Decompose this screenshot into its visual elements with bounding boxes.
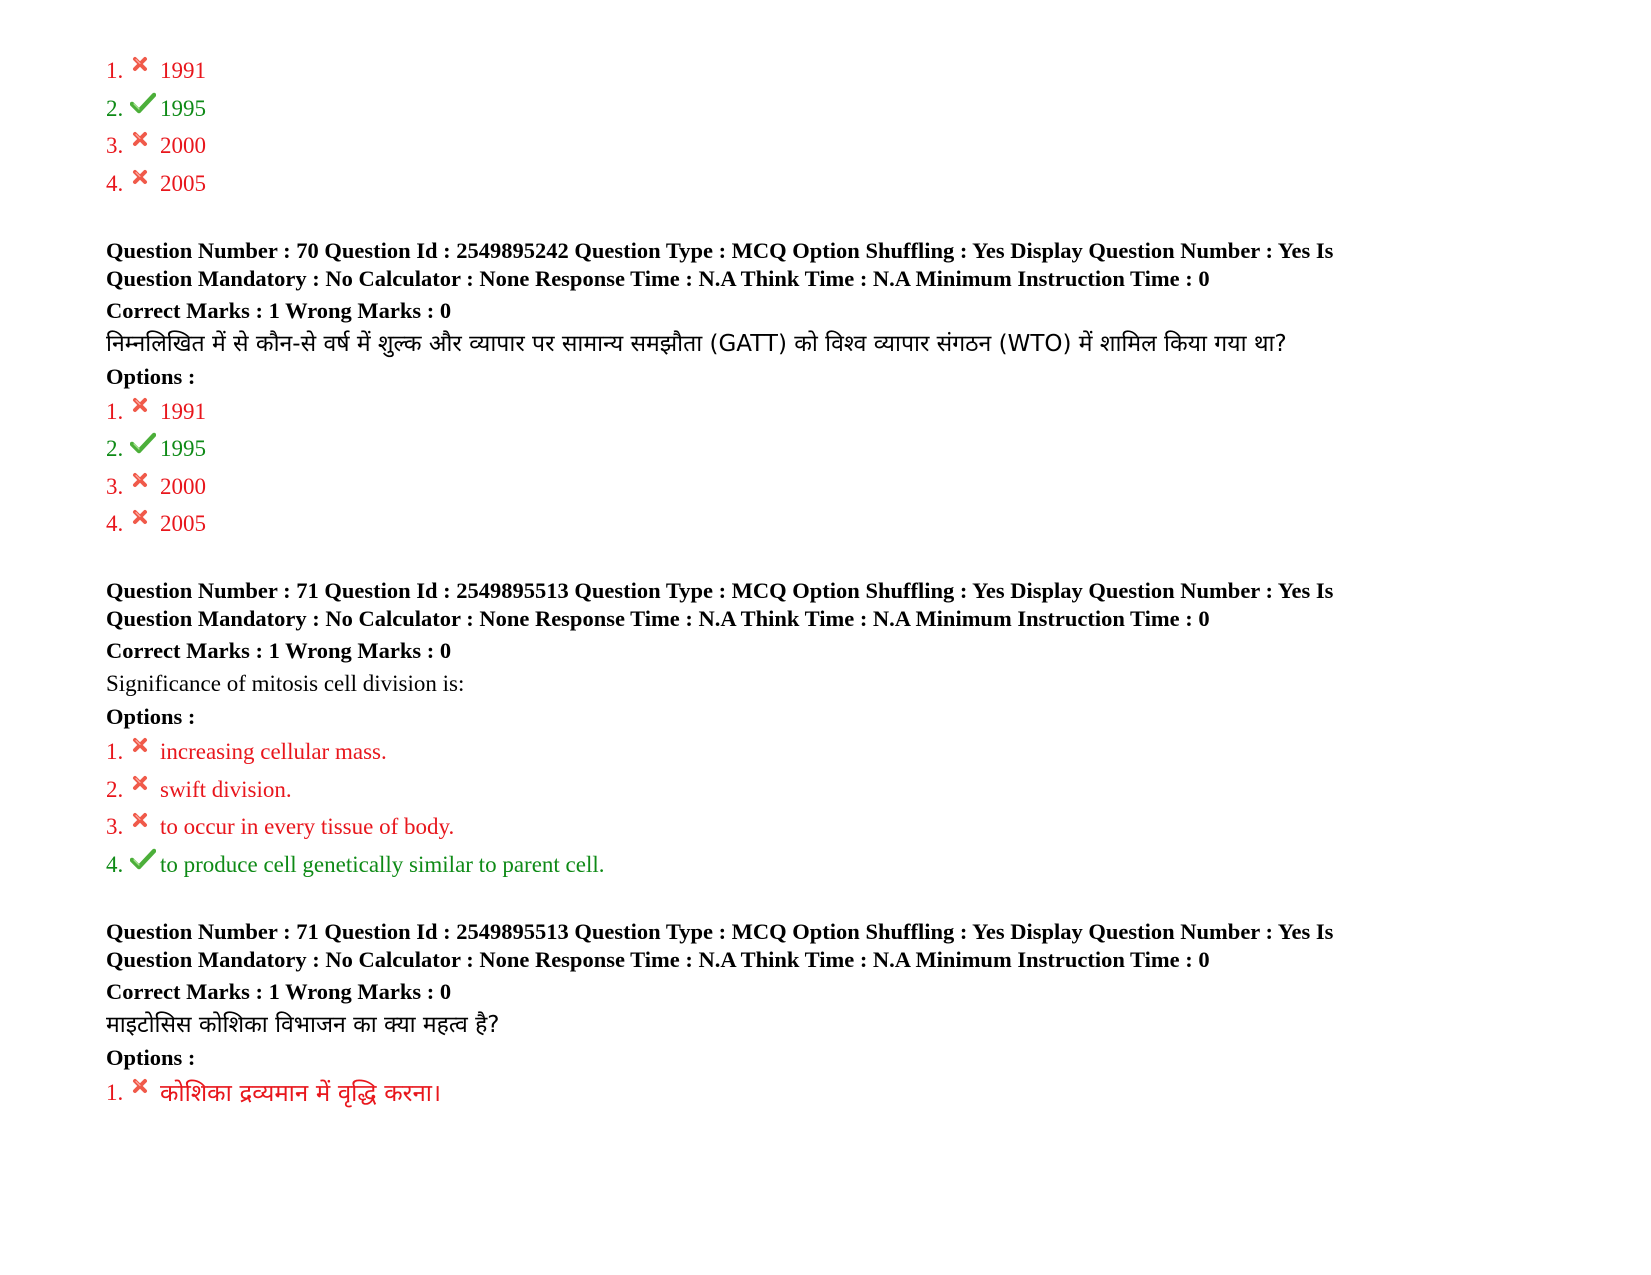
cross-icon (130, 507, 160, 529)
option-number: 2. (106, 436, 124, 461)
option-number: 3. (106, 133, 124, 158)
option-item (106, 1080, 1526, 1106)
check-icon (130, 92, 160, 114)
option-text: 1995 (160, 436, 206, 461)
cross-icon (130, 129, 160, 151)
question-text: माइटोसिस कोशिका विभाजन का क्या महत्व है? (106, 1011, 500, 1038)
option-text: 2005 (160, 170, 206, 196)
option-item (106, 96, 1526, 122)
option-number: 4. (106, 851, 124, 877)
options-label: Options : (106, 363, 196, 389)
option-text: 2000 (160, 133, 206, 158)
question-marks: Correct Marks : 1 Wrong Marks : 0 (106, 297, 452, 323)
option-number: 4. (106, 170, 124, 196)
option-number: 1. (106, 1079, 124, 1105)
question-marks: Correct Marks : 1 Wrong Marks : 0 (106, 638, 452, 663)
option-number: 3. (106, 473, 124, 499)
option-item (106, 852, 1526, 878)
question-meta-line-2: Question Mandatory : No Calculator : None Response Time : N.A Think Time : N.A Minimum Instruction Time : 0 (106, 946, 1210, 972)
option-text: to produce cell genetically similar to parent cell. (160, 851, 605, 877)
question-meta-line-2: Question Mandatory : No Calculator : None Response Time : N.A Think Time : N.A Minimum Instruction Time : 0 (106, 265, 1210, 291)
option-text: 2000 (160, 473, 206, 499)
question-meta-line-1: Question Number : 70 Question Id : 2549895242 Question Type : MCQ Option Shuffling : Yes Display Question Number : Yes Is (106, 237, 1334, 263)
option-text: 1991 (160, 398, 206, 424)
options-list (106, 739, 1526, 878)
check-icon (130, 848, 160, 870)
question-text: Significance of mitosis cell division is: (106, 671, 465, 696)
options-list (106, 1080, 1526, 1106)
option-number: 1. (106, 739, 124, 764)
cross-icon (130, 167, 160, 189)
cross-icon (130, 1076, 160, 1098)
cross-icon (130, 773, 160, 795)
cross-icon (130, 470, 160, 492)
options-label: Options : (106, 1044, 196, 1070)
option-item (106, 511, 1526, 537)
option-text: कोशिका द्रव्यमान में वृद्धि करना। (160, 1078, 442, 1107)
question-meta-line-1: Question Number : 71 Question Id : 2549895513 Question Type : MCQ Option Shuffling : Yes Display Question Number : Yes Is (106, 578, 1334, 603)
question-meta-line-1: Question Number : 71 Question Id : 2549895513 Question Type : MCQ Option Shuffling : Yes Display Question Number : Yes Is (106, 918, 1334, 944)
option-text: swift division. (160, 776, 292, 802)
option-item (106, 436, 1526, 462)
options-list (106, 58, 1526, 197)
option-number: 2. (106, 95, 124, 121)
question-meta-line-2: Question Mandatory : No Calculator : None Response Time : N.A Think Time : N.A Minimum Instruction Time : 0 (106, 606, 1210, 631)
question-text: निम्नलिखित में से कौन-से वर्ष में शुल्क और व्यापार पर सामान्य समझौता (GATT) को विश्व व्यापार संगठन (WTO) में शामिल किया गया था? (106, 330, 1287, 357)
cross-icon (130, 735, 160, 757)
option-text: 1995 (160, 95, 206, 121)
option-number: 4. (106, 511, 124, 536)
options-list (106, 399, 1526, 538)
option-item (106, 133, 1526, 159)
check-icon (130, 432, 160, 454)
cross-icon (130, 54, 160, 76)
options-label: Options : (106, 704, 196, 729)
option-number: 3. (106, 814, 124, 839)
cross-icon (130, 810, 160, 832)
question-block (106, 918, 1526, 1106)
option-item (106, 814, 1526, 840)
option-item (106, 58, 1526, 84)
option-number: 1. (106, 398, 124, 424)
question-marks: Correct Marks : 1 Wrong Marks : 0 (106, 978, 452, 1004)
question-block (106, 577, 1526, 878)
option-item (106, 399, 1526, 425)
question-block (106, 237, 1526, 538)
option-number: 1. (106, 58, 124, 83)
option-text: 1991 (160, 58, 206, 83)
option-number: 2. (106, 776, 124, 802)
document-page (106, 58, 1526, 1117)
option-text: to occur in every tissue of body. (160, 814, 455, 839)
option-item (106, 474, 1526, 500)
option-item (106, 777, 1526, 803)
option-text: increasing cellular mass. (160, 739, 387, 764)
cross-icon (130, 395, 160, 417)
option-item (106, 171, 1526, 197)
option-text: 2005 (160, 511, 206, 536)
option-item (106, 739, 1526, 765)
